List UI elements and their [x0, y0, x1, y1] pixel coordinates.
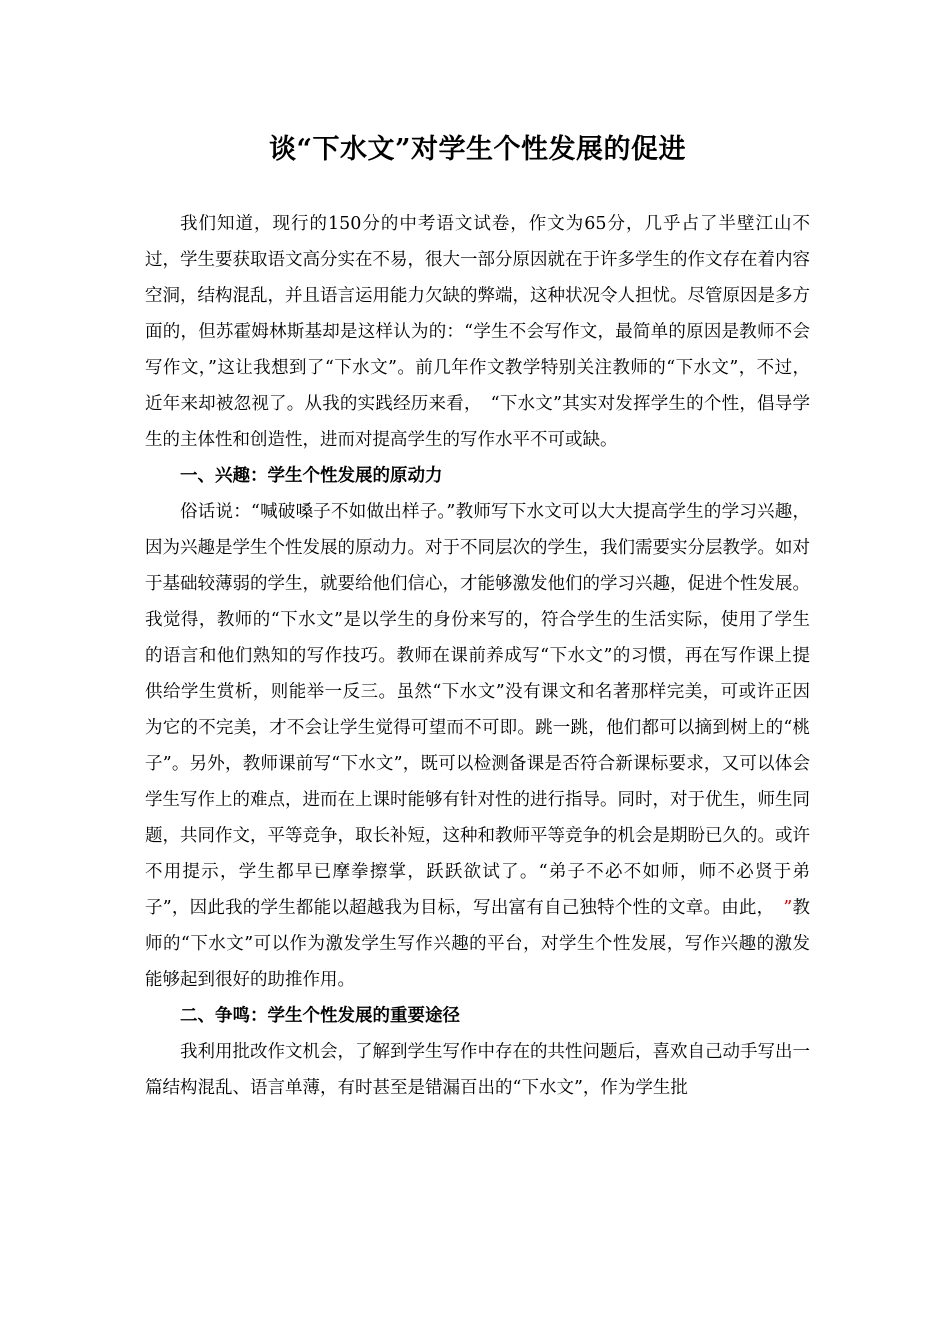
section-body-interest-part1: 俗话说：“喊破嗓子不如做出样子。”教师写下水文可以大大提高学生的学习兴趣，因为兴趣是学生个性发展的原动力。对于不同层次的学生，我们需要实分层教学。如对于基础较薄弱的学生，就要给他们信心，才能够激发他们的学习兴趣，促进个性发展。我觉得，教师的“下水文”是以学生的身份来写的，符合学生的生活实际，使用了学生的语言和他们熟知的写作技巧。教师在课前养成写“下水文”的习惯，再在写作课上提供给学生赏析，则能举一反三。虽然“下水文”没有课文和名著那样完美，可或许正因为它的不完美，才不会让学生觉得可望而不可即。跳一跳，他们都可以摘到树上的“桃子”。另外，教师课前写“下水文”，既可以检测备课是否符合新课标要求，又可以体会学生写作上的难点，进而在上课时能够有针对性的进行指导。同时，对于优生，师生同题，共同作文，平等竞争，取长补短，这种和教师平等竞争的机会是期盼已久的。或许不用提示，学生都早已摩拳擦掌，跃跃欲试了。“弟子不必不如师，师不必贤于弟子”，因此我的学生都能以超越我为目标，写出富有自己独特个性的文章。由此， — [145, 502, 810, 918]
section-heading-interest: 一、兴趣：学生个性发展的原动力 — [180, 466, 443, 486]
section-body-interest — [145, 494, 810, 998]
red-quote-mark: ” — [783, 898, 793, 918]
intro-paragraph: 我们知道，现行的150分的中考语文试卷，作文为65分，几乎占了半壁江山不过，学生要获取语文高分实在不易，很大一部分原因就在于许多学生的作文存在着内容空洞，结构混乱，并且语言运用能力欠缺的弊端，这种状况令人担忧。尽管原因是多方面的，但苏霍姆林斯基却是这样认为的：“学生不会写作文，最简单的原因是教师不会写作文，”这让我想到了“下水文”。前几年作文教学特别关注教师的“下水文”，不过，近年来却被忽视了。从我的实践经历来看， “下水文”其实对发挥学生的个性，倡导学生的主体性和创造性，进而对提高学生的写作水平不可或缺。 — [145, 214, 810, 450]
section-body-interest-part2: 教师的“下水文”可以作为激发学生写作兴趣的平台，对学生个性发展，写作兴趣的激发能够起到很好的助推作用。 — [145, 898, 811, 990]
section-heading-debate: 二、争鸣：学生个性发展的重要途径 — [180, 1006, 460, 1026]
document-page — [145, 128, 810, 1106]
section-body-debate: 我利用批改作文机会，了解到学生写作中存在的共性问题后，喜欢自己动手写出一篇结构混乱、语言单薄，有时甚至是错漏百出的“下水文”，作为学生批 — [145, 1042, 810, 1098]
document-title: 谈“下水文”对学生个性发展的促进 — [268, 134, 687, 165]
